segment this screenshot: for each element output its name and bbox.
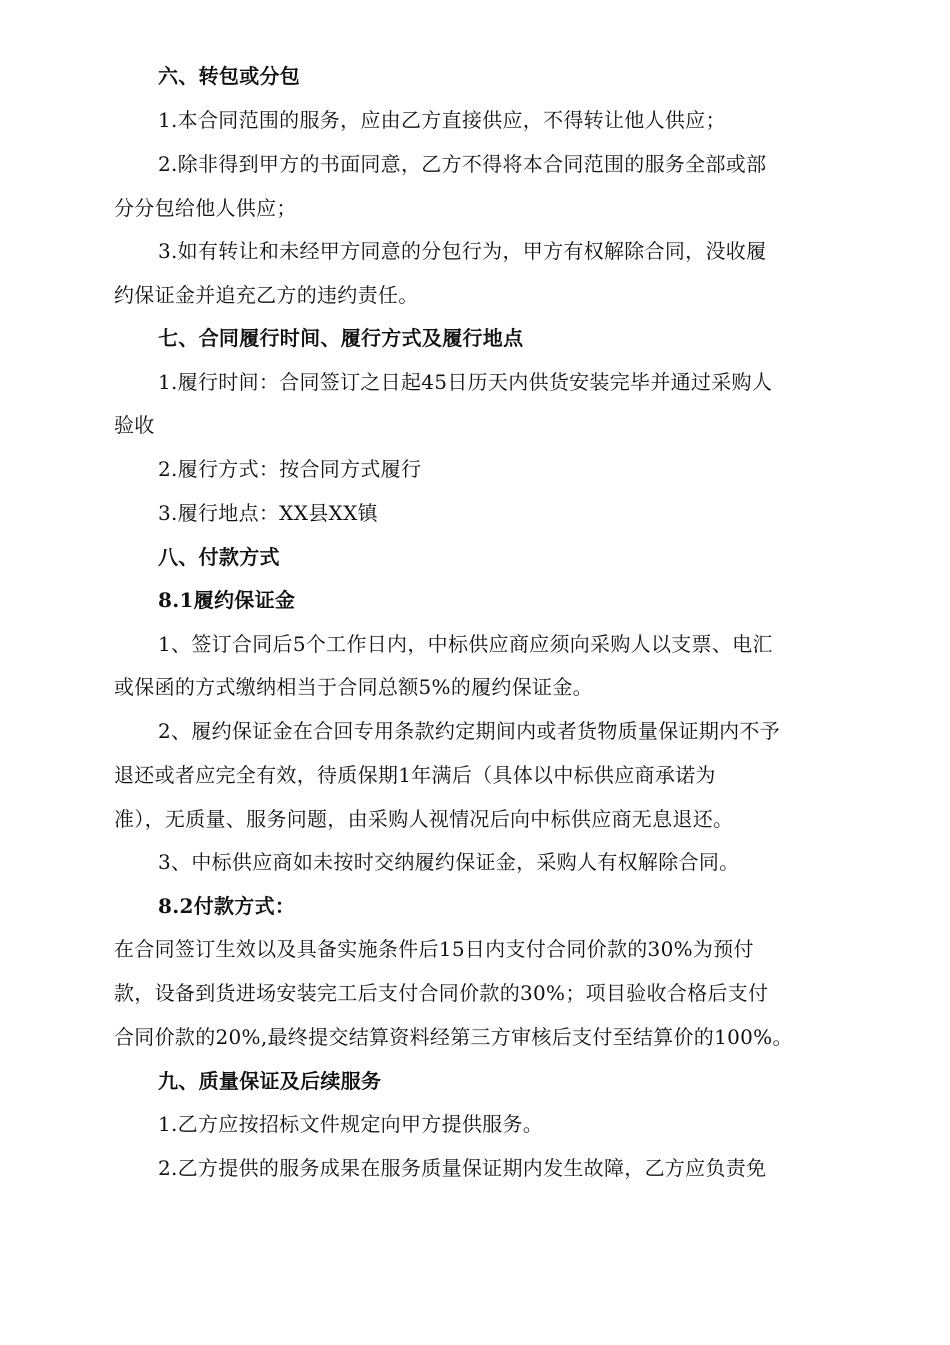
section-6-heading: 六、转包或分包 [158,64,301,88]
section-6-item-2-line-2: 分分包给他人供应； [114,196,297,220]
section-7-item-1-line-1: 1.履行时间：合同签订之日起45日历天内供货安装完毕并通过采购人 [158,370,773,394]
section-7-item-2: 2.履行方式：按合同方式履行 [158,457,422,481]
section-8-1-item-2-line-3: 准），无质量、服务问题，由采购人视情况后向中标供应商无息退还。 [114,807,734,831]
section-6-item-2-line-1: 2.除非得到甲方的书面同意，乙方不得将本合同范围的服务全部或部 [158,152,767,176]
section-6-item-3-line-1: 3.如有转让和未经甲方同意的分包行为，甲方有权解除合同，没收履 [158,239,767,263]
section-7-item-1-line-2: 验收 [114,413,155,437]
section-8-1-item-2-line-2: 退还或者应完全有效，待质保期1年满后（具体以中标供应商承诺为 [114,763,716,787]
section-8-1-item-2-line-1: 2、履约保证金在合回专用条款约定期间内或者货物质量保证期内不予 [158,719,781,743]
section-8-2-payment-line-3: 合同价款的20%,最终提交结算资料经第三方审核后支付至结算价的100%。 [114,1025,793,1049]
section-8-1-item-3: 3、中标供应商如未按时交纳履约保证金，采购人有权解除合同。 [158,850,740,874]
section-9-item-2-line-1: 2.乙方提供的服务成果在服务质量保证期内发生故障，乙方应负责免 [158,1156,767,1180]
section-7-item-3: 3.履行地点：XX县XX镇 [158,501,378,525]
section-8-heading: 八、付款方式 [158,545,280,569]
section-8-2-payment-line-1: 在合同签订生效以及具备实施条件后15日内支付合同价款的30%为预付 [114,937,754,961]
section-8-1-subheading: 8.1履约保证金 [158,588,296,612]
section-8-2-payment-line-2: 款，设备到货进场安装完工后支付合同价款的30%；项目验收合格后支付 [114,981,769,1005]
section-8-2-subheading: 8.2付款方式： [158,894,296,918]
section-8-1-item-1-line-2: 或保函的方式缴纳相当于合同总额5%的履约保证金。 [114,675,593,699]
section-9-heading: 九、质量保证及后续服务 [158,1069,382,1093]
section-8-1-item-1-line-1: 1、签订合同后5个工作日内，中标供应商应须向采购人以支票、电汇 [158,632,773,656]
section-9-item-1: 1.乙方应按招标文件规定向甲方提供服务。 [158,1112,544,1136]
section-6-item-1: 1.本合同范围的服务，应由乙方直接供应，不得转让他人供应； [158,108,726,132]
section-7-heading: 七、合同履行时间、履行方式及履行地点 [158,326,524,350]
section-6-item-3-line-2: 约保证金并追充乙方的违约责任。 [114,283,419,307]
